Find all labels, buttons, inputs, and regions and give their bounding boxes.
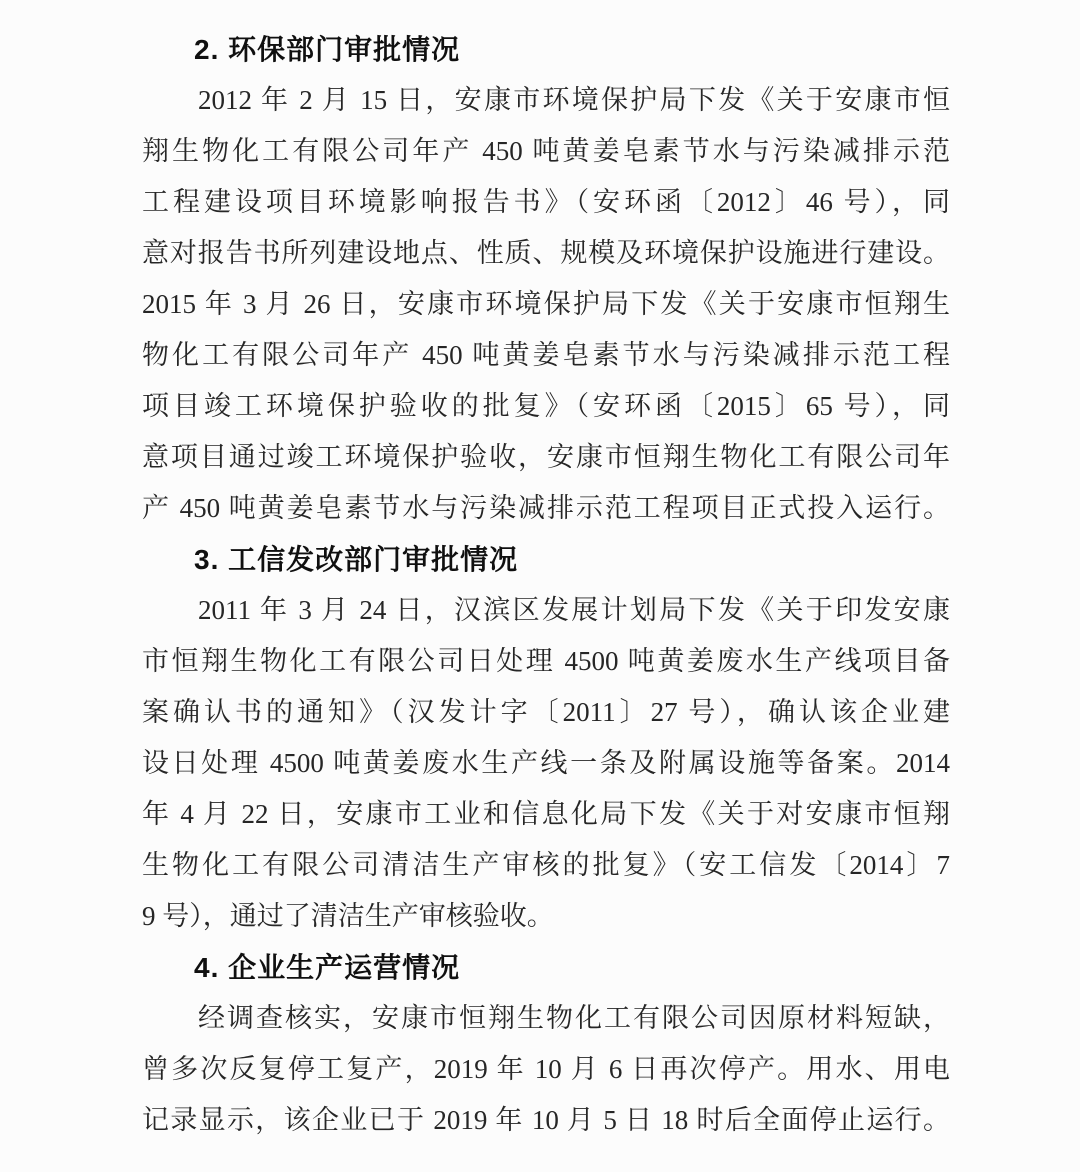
- text-line: 翔生物化工有限公司年产 450 吨黄姜皂素节水与污染减排示范: [142, 136, 950, 166]
- document-text-block: [142, 24, 950, 1146]
- text-line: 年 4 月 22 日，安康市工业和信息化局下发《关于对安康市恒翔: [142, 799, 950, 829]
- text-line: 经调查核实，安康市恒翔生物化工有限公司因原材料短缺，: [198, 1003, 950, 1033]
- text-line: 记录显示，该企业已于 2019 年 10 月 5 日 18 时后全面停止运行。: [142, 1105, 950, 1135]
- text-line: 市恒翔生物化工有限公司日处理 4500 吨黄姜废水生产线项目备: [142, 646, 950, 676]
- text-line: 项目竣工环境保护验收的批复》（安环函〔2015〕65 号），同: [142, 391, 950, 421]
- section-heading: 3. 工信发改部门审批情况: [194, 544, 519, 575]
- text-line: 产 450 吨黄姜皂素节水与污染减排示范工程项目正式投入运行。: [142, 493, 950, 523]
- text-line: 物化工有限公司年产 450 吨黄姜皂素节水与污染减排示范工程: [142, 340, 950, 370]
- text-line: 2011 年 3 月 24 日，汉滨区发展计划局下发《关于印发安康: [198, 595, 950, 625]
- text-line: 工程建设项目环境影响报告书》（安环函〔2012〕46 号），同: [142, 187, 950, 217]
- text-line: 9 号），通过了清洁生产审核验收。: [142, 901, 554, 931]
- section-environmental-approval: [142, 24, 950, 534]
- section-heading: 4. 企业生产运营情况: [194, 952, 461, 983]
- text-line: 2012 年 2 月 15 日，安康市环境保护局下发《关于安康市恒: [198, 85, 950, 115]
- section-production-operation: [142, 942, 950, 1146]
- section-industry-reform-approval: [142, 534, 950, 942]
- text-line: 设日处理 4500 吨黄姜废水生产线一条及附属设施等备案。2014: [142, 748, 950, 778]
- section-heading: 2. 环保部门审批情况: [194, 34, 461, 65]
- text-line: 生物化工有限公司清洁生产审核的批复》（安工信发〔2014〕7: [142, 850, 950, 880]
- text-line: 意项目通过竣工环境保护验收，安康市恒翔生物化工有限公司年: [142, 442, 950, 472]
- text-line: 曾多次反复停工复产，2019 年 10 月 6 日再次停产。用水、用电: [142, 1054, 950, 1084]
- text-line: 案确认书的通知》（汉发计字〔2011〕27 号），确认该企业建: [142, 697, 950, 727]
- text-line: 意对报告书所列建设地点、性质、规模及环境保护设施进行建设。: [142, 238, 950, 268]
- text-line: 2015 年 3 月 26 日，安康市环境保护局下发《关于安康市恒翔生: [142, 289, 950, 319]
